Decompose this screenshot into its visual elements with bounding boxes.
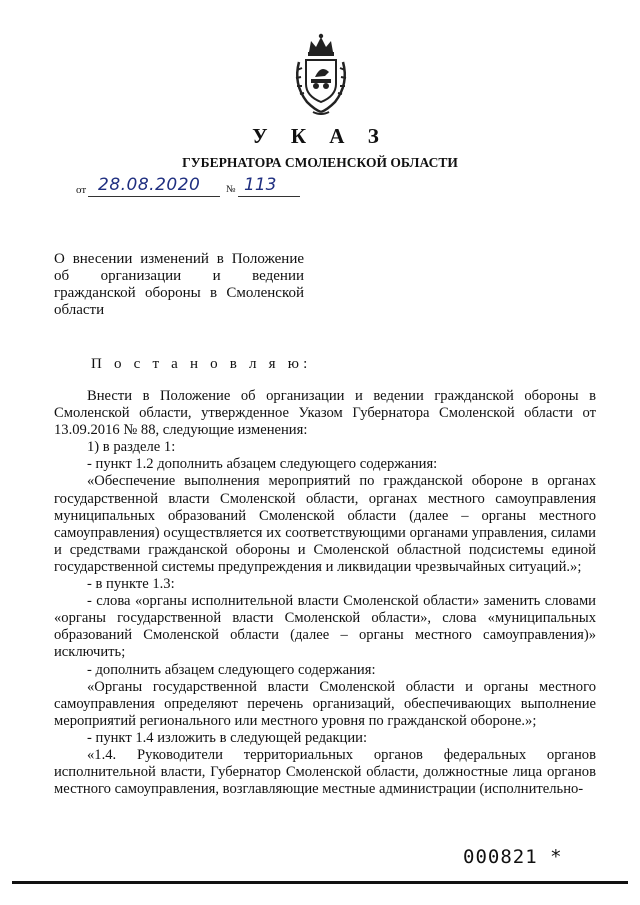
paragraph: 1) в разделе 1:: [87, 439, 176, 456]
handwritten-number: 113: [244, 175, 277, 195]
paragraph: - пункт 1.2 дополнить абзацем следующего содержания:: [87, 456, 438, 473]
decree-body: [54, 388, 596, 798]
paragraph: Внести в Положение об организации и ведении гражданской обороны в Смоленской области, утвержденное Указом Губернатора Смоленской области от 13.09.2016 № 88, следующие изменения:: [54, 388, 596, 439]
handwritten-date: 28.08.2020: [98, 175, 201, 195]
decree-word: П о с т а н о в л я ю:: [91, 356, 312, 372]
document-subtitle: ГУБЕРНАТОРА СМОЛЕНСКОЙ ОБЛАСТИ: [182, 155, 458, 170]
decree-subject: О внесении изменений в Положение об организации и ведении гражданской обороны в Смоленской области: [54, 251, 304, 318]
number-label: №: [226, 184, 236, 195]
date-number-line: [74, 177, 304, 199]
paragraph: «Органы государственной власти Смоленской области и органы местного самоуправления определяют перечень организаций, обеспечивающих выполнение мероприятий регионального или местного уровня по гражданской обороне.»;: [54, 678, 596, 729]
serial-number: 000821 *: [463, 846, 563, 868]
date-prefix: от: [76, 184, 87, 196]
document-title: У К А З: [252, 124, 388, 148]
paragraph: «Обеспечение выполнения мероприятий по гражданской обороне в органах государственной власти Смоленской области, органах местного самоуправления муниципальных образований Смоленской области (далее – органы местного самоуправления) осуществляется их соответствующими органами управления, силами и средствами гражданской обороны и Смоленской областной подсистемы единой государственной системы предупреждения и ликвидации чрезвычайных ситуаций.»;: [54, 473, 596, 575]
paragraph: - пункт 1.4 изложить в следующей редакции:: [87, 729, 368, 746]
paragraph: - дополнить абзацем следующего содержания:: [87, 661, 376, 678]
page-bottom-rule: [12, 881, 628, 884]
paragraph: «1.4. Руководители территориальных органов федеральных органов исполнительной власти, Губернатор Смоленской области, должностные лица органов местного самоуправления, возглавляющие местные администрации (исполнительно-: [54, 746, 596, 798]
paragraph: - слова «органы исполнительной власти Смоленской области» заменить словами «органы государственной власти Смоленской области», слова «муниципальных образований Смоленской области (далее – органы местного самоуправления)» исключить;: [54, 593, 596, 661]
paragraph: - в пункте 1.3:: [87, 576, 175, 593]
coat-of-arms-icon: [289, 32, 353, 118]
